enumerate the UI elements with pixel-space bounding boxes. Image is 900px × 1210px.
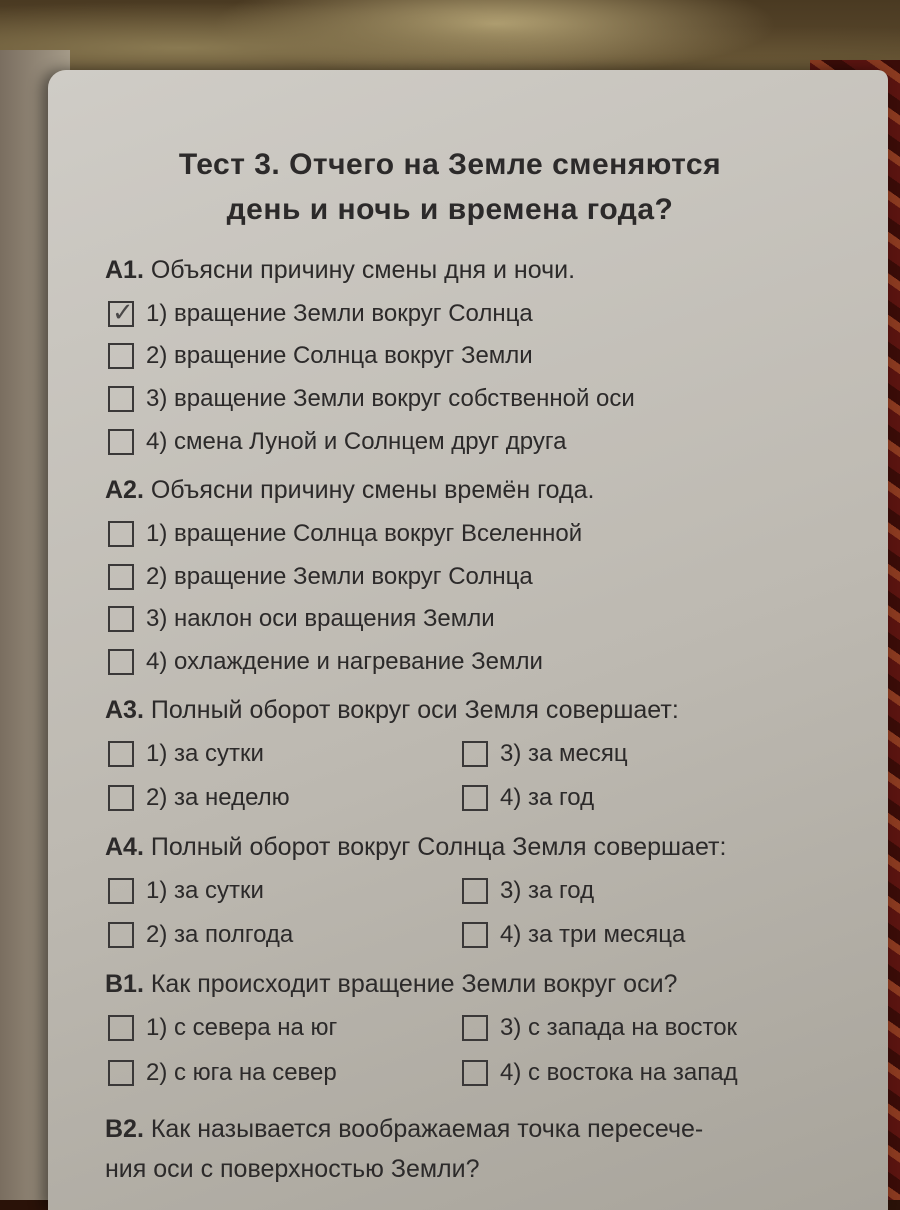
question-text: Как происходит вращение Земли вокруг оси? bbox=[150, 970, 678, 998]
checkbox[interactable] bbox=[462, 1015, 488, 1041]
option-a1-2[interactable] bbox=[108, 343, 533, 369]
checkbox[interactable] bbox=[462, 1060, 488, 1086]
question-number: А2. bbox=[105, 476, 144, 504]
test-title-line-2: день и ночь и времена года? bbox=[226, 193, 674, 226]
checkbox[interactable] bbox=[108, 343, 134, 369]
checkbox[interactable] bbox=[108, 878, 134, 904]
option-a4-1[interactable] bbox=[108, 878, 264, 904]
option-label: 1) вращение Земли вокруг Солнца bbox=[146, 300, 533, 327]
option-label: 1) за сутки bbox=[146, 740, 264, 767]
checkbox[interactable] bbox=[462, 741, 488, 767]
option-a2-3[interactable] bbox=[108, 606, 495, 632]
question-number: А4. bbox=[105, 833, 144, 861]
option-label: 2) за неделю bbox=[146, 784, 290, 811]
option-b1-4[interactable] bbox=[462, 1060, 738, 1086]
option-label: 4) за три месяца bbox=[500, 921, 686, 948]
checkbox[interactable] bbox=[108, 1015, 134, 1041]
question-text: Объясни причину смены дня и ночи. bbox=[150, 256, 576, 284]
question-text: Как называется воображаемая точка пересече- bbox=[150, 1115, 704, 1143]
option-b1-1[interactable] bbox=[108, 1015, 337, 1041]
question-number: А1. bbox=[105, 256, 144, 284]
option-a1-1[interactable] bbox=[108, 297, 533, 327]
checkbox[interactable] bbox=[108, 429, 134, 455]
checkbox[interactable] bbox=[108, 741, 134, 767]
option-label: 2) вращение Солнца вокруг Земли bbox=[146, 342, 533, 369]
option-label: 3) наклон оси вращения Земли bbox=[146, 605, 495, 632]
option-label: 2) с юга на север bbox=[146, 1059, 337, 1086]
option-b1-3[interactable] bbox=[462, 1015, 737, 1041]
question-a2 bbox=[105, 478, 594, 503]
question-number: В2. bbox=[105, 1115, 144, 1143]
question-a1 bbox=[105, 258, 575, 283]
option-label: 4) смена Луной и Солнцем друг друга bbox=[146, 428, 567, 455]
question-number: В1. bbox=[105, 970, 144, 998]
option-a3-3[interactable] bbox=[462, 741, 628, 767]
checkbox[interactable] bbox=[108, 564, 134, 590]
question-text: Полный оборот вокруг оси Земля совершает: bbox=[150, 696, 679, 724]
option-a2-4[interactable] bbox=[108, 649, 543, 675]
option-label: 1) за сутки bbox=[146, 877, 264, 904]
option-b1-2[interactable] bbox=[108, 1060, 337, 1086]
option-label: 2) за полгода bbox=[146, 921, 294, 948]
checkbox[interactable] bbox=[108, 606, 134, 632]
checkbox[interactable] bbox=[462, 878, 488, 904]
option-a4-3[interactable] bbox=[462, 878, 594, 904]
option-a1-4[interactable] bbox=[108, 429, 566, 455]
option-a3-2[interactable] bbox=[108, 785, 290, 811]
checkbox[interactable] bbox=[108, 386, 134, 412]
option-label: 3) за год bbox=[500, 877, 595, 904]
checkbox[interactable] bbox=[108, 922, 134, 948]
option-a3-4[interactable] bbox=[462, 785, 594, 811]
checkbox[interactable] bbox=[108, 297, 134, 327]
option-label: 4) с востока на запад bbox=[500, 1059, 738, 1086]
checkbox[interactable] bbox=[108, 521, 134, 547]
option-label: 3) за месяц bbox=[500, 740, 628, 767]
option-a2-2[interactable] bbox=[108, 564, 533, 590]
question-text: Полный оборот вокруг Солнца Земля совершает: bbox=[150, 833, 727, 861]
question-number: А3. bbox=[105, 696, 144, 724]
checkbox[interactable] bbox=[108, 1060, 134, 1086]
option-label: 1) с севера на юг bbox=[146, 1014, 338, 1041]
option-label: 2) вращение Земли вокруг Солнца bbox=[146, 563, 533, 590]
option-a4-2[interactable] bbox=[108, 922, 293, 948]
option-label: 3) с запада на восток bbox=[500, 1014, 738, 1041]
option-label: 1) вращение Солнца вокруг Вселенной bbox=[146, 520, 583, 547]
test-title-line-1: Тест 3. Отчего на Земле сменяются bbox=[178, 148, 722, 181]
checkbox[interactable] bbox=[108, 649, 134, 675]
question-b1 bbox=[105, 972, 677, 997]
option-a2-1[interactable] bbox=[108, 521, 582, 547]
option-a1-3[interactable] bbox=[108, 386, 635, 412]
question-a4 bbox=[105, 835, 726, 860]
question-text: Объясни причину смены времён года. bbox=[150, 476, 595, 504]
question-a3 bbox=[105, 698, 679, 723]
option-label: 3) вращение Земли вокруг собственной оси bbox=[146, 385, 635, 412]
check-icon: ✓ bbox=[112, 297, 134, 327]
option-label: 4) за год bbox=[500, 784, 595, 811]
option-a3-1[interactable] bbox=[108, 741, 264, 767]
question-b2-continuation: ния оси с поверхностью Земли? bbox=[105, 1155, 480, 1183]
option-a4-4[interactable] bbox=[462, 922, 685, 948]
checkbox[interactable] bbox=[108, 785, 134, 811]
question-b2 bbox=[105, 1117, 703, 1142]
option-label: 4) охлаждение и нагревание Земли bbox=[146, 648, 543, 675]
checkbox[interactable] bbox=[462, 922, 488, 948]
checkbox[interactable] bbox=[462, 785, 488, 811]
